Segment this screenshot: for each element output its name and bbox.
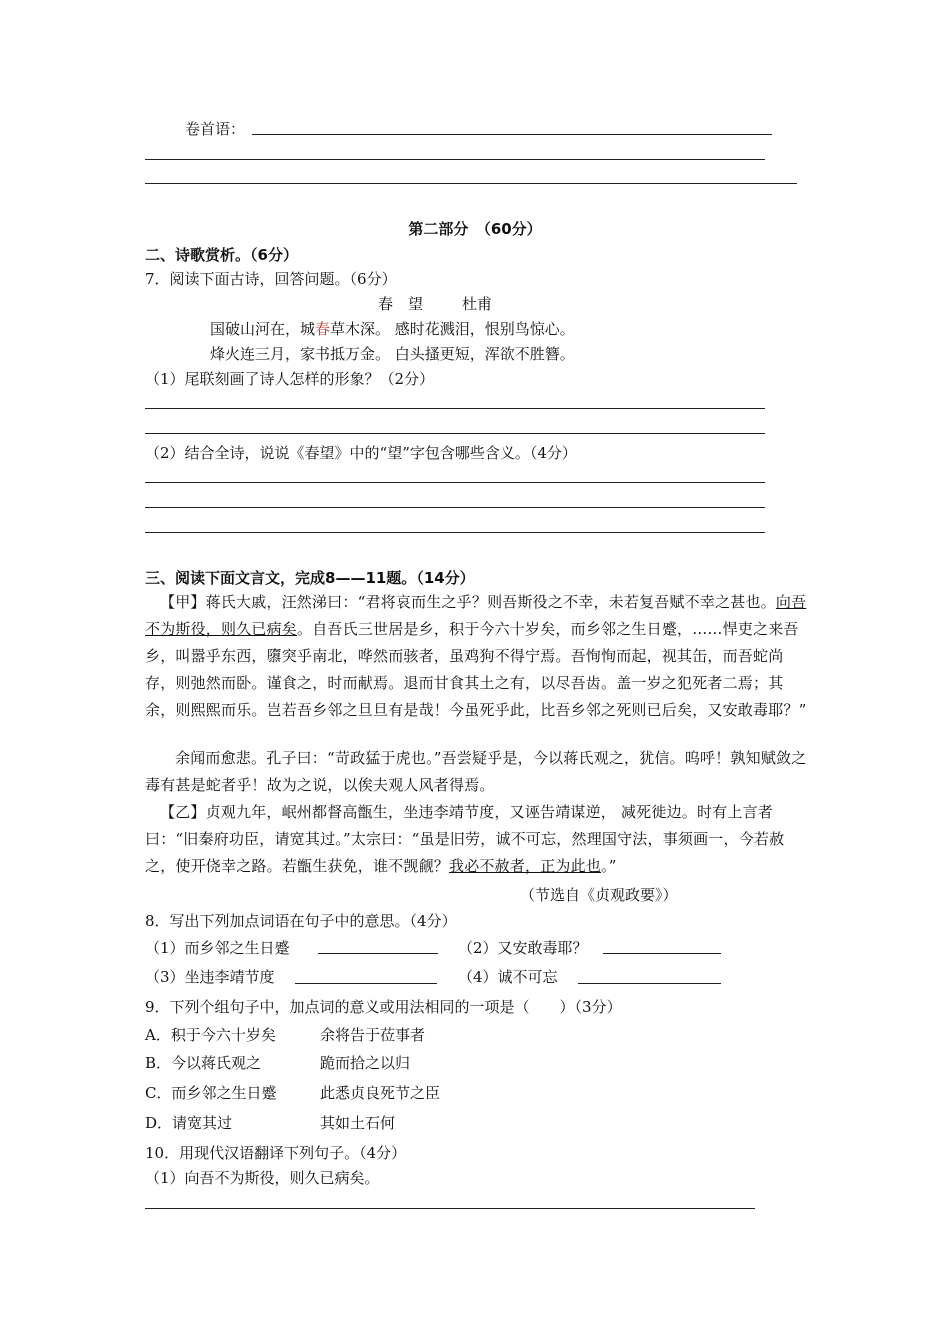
q9-option: C．而乡邻之生日蹙 [145, 1084, 277, 1102]
answer-line [145, 183, 797, 184]
section-heading: 三、阅读下面文言文，完成8——11题。（14分） [145, 569, 475, 587]
q9-option: B．今以蒋氏观之 [145, 1054, 262, 1072]
highlight-char: 春 [315, 320, 331, 338]
answer-blank [295, 983, 437, 984]
answer-line [252, 134, 772, 135]
answer-line [145, 408, 765, 409]
answer-line [145, 507, 765, 508]
question-10: 10．用现代汉语翻译下列句子。（4分） [145, 1144, 407, 1162]
question-8: 8．写出下列加点词语在句子中的意思。（4分） [145, 912, 457, 930]
passage-text: 蒋氏大戚，汪然涕曰：“君将哀而生之乎？则吾斯役之不幸，未若复吾赋不幸之甚也。 [205, 593, 776, 611]
passage-tag: 【乙】 [160, 803, 206, 821]
passage-text: 。自吾氏三世居是乡，积于今六十岁矣，而乡邻之生日蹙，……悍吏之来吾乡，叫嚣乎东西，隳突乎南北，哗然而骇者，虽鸡狗不得宁焉。吾恂恂而起，视其缶，而吾蛇尚存，则弛然而卧。谨食之，时而献焉。退而甘食其土之有，以尽吾齿。盖一岁之犯死者二焉；其余，则熙熙而乐。岂若吾乡邻之旦旦有是哉！今虽死乎此，比吾乡邻之死则已后矣，又安敢毒耶？” [145, 620, 807, 719]
sub-question-2: （2）结合全诗，说说《春望》中的“望”字包含哪些含义。（4分） [145, 444, 577, 462]
underlined-sentence: 我必不赦者，正为此也 [449, 857, 602, 875]
q8-item: （2）又安敢毒耶？ [458, 939, 588, 957]
poem-title: 春 望 [378, 295, 424, 313]
q9-option-pair: 余将告于莅事者 [320, 1026, 426, 1044]
part-title: 第二部分 （60分） [408, 220, 542, 238]
answer-blank [578, 983, 721, 984]
q9-option: A．积于今六十岁矣 [145, 1026, 276, 1044]
q10-item: （1）向吾不为斯役，则久已病矣。 [145, 1169, 380, 1187]
passage-jia [145, 589, 810, 724]
passage-text: 贞观九年，岷州都督高甑生，坐违李靖节度，又诬告靖谋逆， 减死徙边。时有上言者曰：“旧秦府功臣，请宽其过。”太宗曰：“虽是旧劳，诚不可忘，然理国守法，事须画一，今若赦之，使开侥幸之路。若甑生获免，谁不觊觎？ [145, 803, 785, 875]
passage-tag: 【甲】 [160, 593, 206, 611]
underlined-sentence: 向吾不为斯役，则久已病矣 [145, 593, 807, 638]
q9-option-pair: 其如土石何 [320, 1114, 396, 1132]
question-7: 7．阅读下面古诗，回答问题。（6分） [145, 270, 397, 288]
poem-text: 国破山河在，城 [210, 320, 316, 338]
answer-line [145, 482, 765, 483]
passage-source: （节选自《贞观政要》） [520, 886, 678, 904]
section-heading: 二、诗歌赏析。（6分） [145, 246, 298, 264]
answer-line [145, 532, 765, 533]
poem-line-2: 烽火连三月，家书抵万金。 白头搔更短，浑欲不胜簪。 [210, 345, 575, 363]
q9-option-pair: 跪而拾之以归 [320, 1054, 411, 1072]
poem-text: 草木深。 感时花溅泪，恨别鸟惊心。 [330, 320, 575, 338]
q8-item: （1）而乡邻之生日蹙 [145, 939, 290, 957]
passage-text: 。” [601, 857, 617, 875]
answer-blank [318, 953, 438, 954]
answer-line [145, 433, 765, 434]
preface-label: 卷首语： [185, 120, 246, 138]
passage-yi [145, 799, 810, 880]
question-9: 9．下列个组句子中，加点词的意义或用法相同的一项是（ ）（3分） [145, 998, 622, 1016]
q9-option: D．请宽其过 [145, 1114, 233, 1132]
answer-line [145, 1208, 755, 1209]
passage-jia-2: 余闻而愈悲。孔子曰：“苛政猛于虎也。”吾尝疑乎是，今以蒋氏观之，犹信。呜呼！孰知赋敛之毒有甚是蛇者乎！故为之说，以俟夫观人风者得焉。 [145, 749, 807, 794]
q8-item: （3）坐违李靖节度 [145, 968, 275, 986]
poem-author: 杜甫 [462, 295, 493, 313]
q8-item: （4）诚不可忘 [458, 968, 558, 986]
answer-line [145, 159, 765, 160]
q9-option-pair: 此悉贞良死节之臣 [320, 1084, 441, 1102]
poem-line-1 [210, 318, 575, 339]
answer-blank [603, 953, 721, 954]
sub-question-1: （1）尾联刻画了诗人怎样的形象？（2分） [145, 370, 435, 388]
